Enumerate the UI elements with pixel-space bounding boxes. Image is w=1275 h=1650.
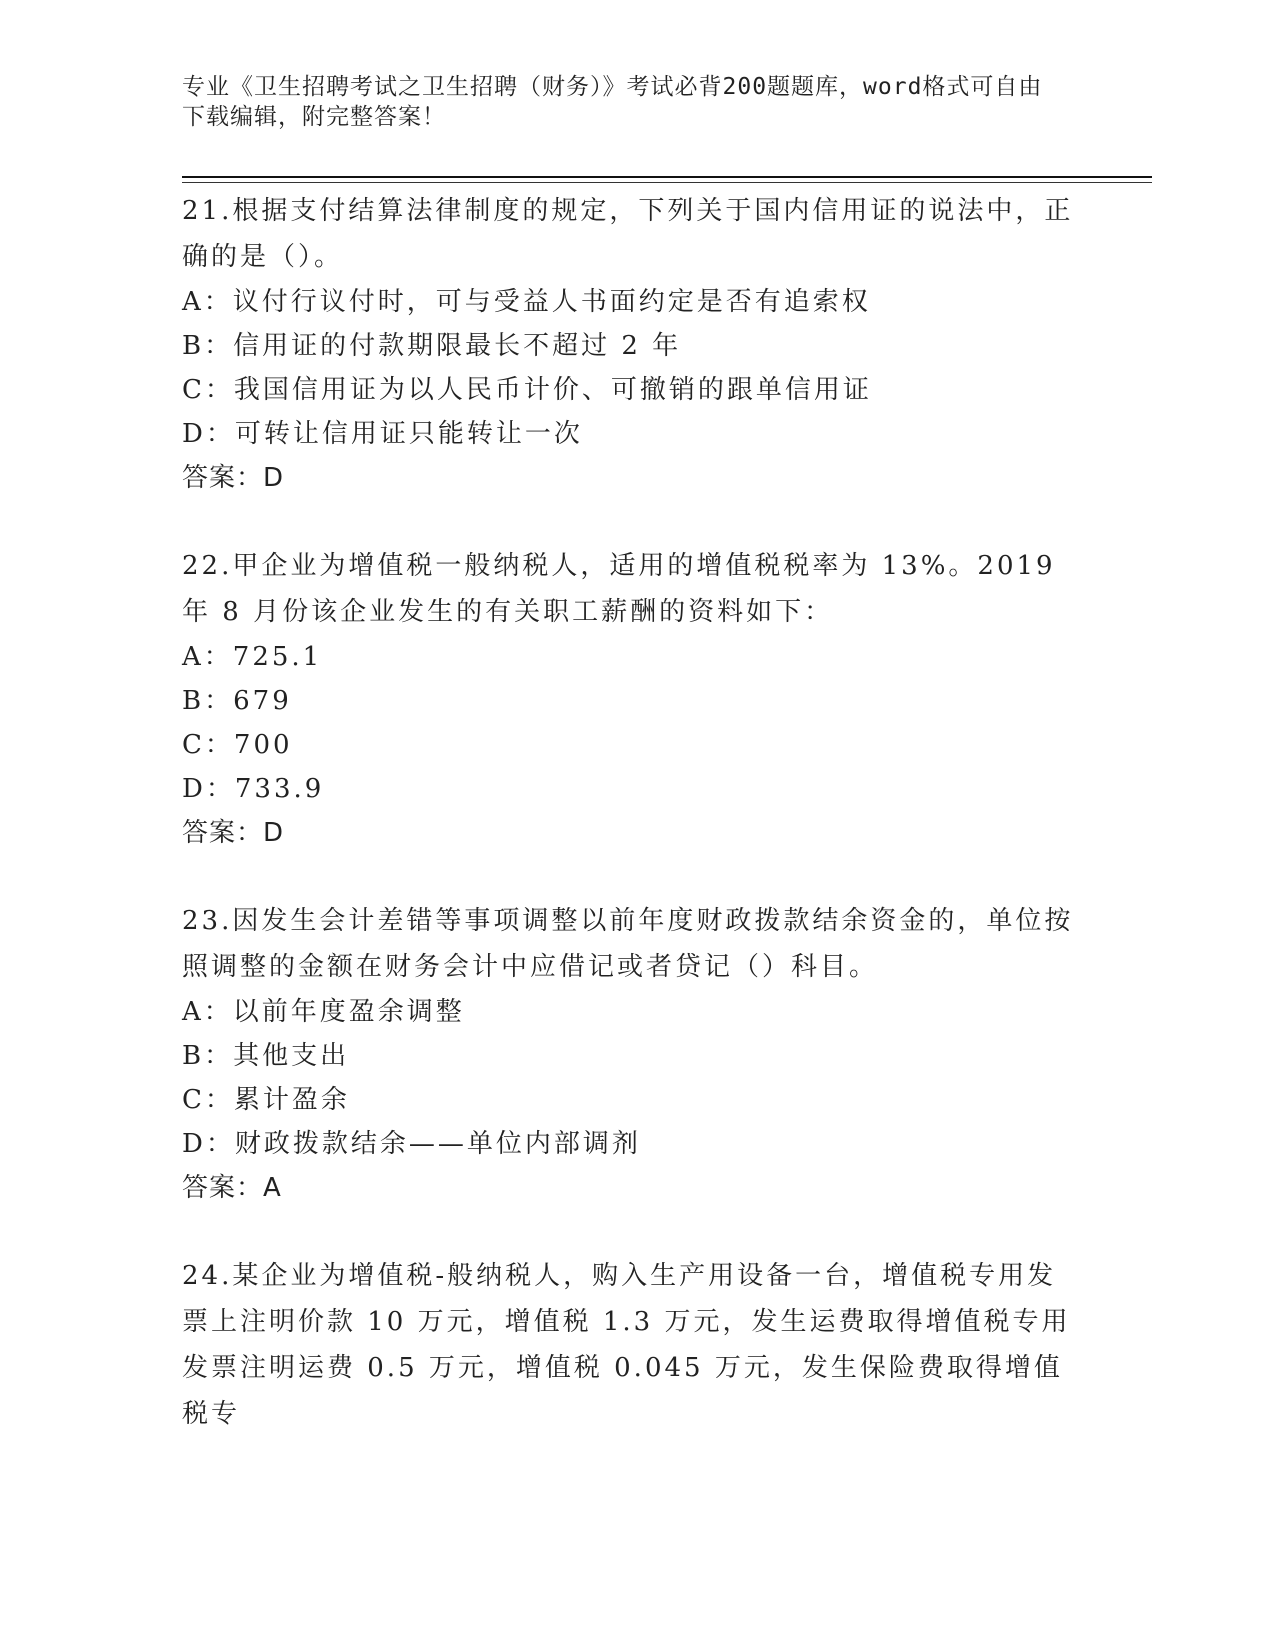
option-label: A：: [182, 997, 233, 1027]
option-text: 可转让信用证只能转让一次: [234, 419, 583, 449]
option-b: [182, 679, 1082, 723]
option-text: 财政拨款结余——单位内部调剂: [234, 1129, 641, 1159]
option-text: 其他支出: [233, 1041, 350, 1071]
option-label: D：: [182, 419, 235, 449]
option-c: [182, 368, 1082, 412]
option-label: A：: [182, 287, 233, 317]
option-label: C：: [182, 1085, 234, 1115]
option-label: D：: [182, 1129, 235, 1159]
option-label: B：: [182, 1041, 234, 1071]
answer-line: 答案：D: [182, 818, 285, 848]
option-label: C：: [182, 375, 234, 405]
answer-line: 答案：A: [182, 1173, 282, 1203]
question-list: [182, 188, 1082, 1480]
option-label: B：: [182, 686, 234, 716]
option-c: [182, 723, 1082, 767]
option-label: D：: [182, 774, 235, 804]
question-21: [182, 188, 1082, 500]
option-text: 733.9: [234, 774, 325, 804]
option-d: [182, 767, 1082, 811]
option-d: [182, 1122, 1082, 1166]
option-d: [182, 412, 1082, 456]
option-label: B：: [182, 331, 234, 361]
option-a: [182, 635, 1082, 679]
option-text: 679: [233, 686, 292, 716]
option-a: [182, 280, 1082, 324]
answer-line: 答案：D: [182, 463, 285, 493]
question-24: [182, 1253, 1082, 1437]
question-23: [182, 898, 1082, 1210]
option-b: [182, 1034, 1082, 1078]
header-divider-thin: [182, 182, 1152, 183]
question-stem: 22.甲企业为增值税一般纳税人，适用的增值税税率为 13%。2019 年 8 月份该企业发生的有关职工薪酬的资料如下：: [182, 551, 1056, 627]
option-text: 信用证的付款期限最长不超过 2 年: [233, 331, 682, 361]
option-text: 725.1: [232, 642, 323, 672]
document-header: 专业《卫生招聘考试之卫生招聘（财务）》考试必背200题题库，word格式可自由下载编辑，附完整答案！: [182, 74, 1043, 130]
header-divider-thick: [182, 176, 1152, 178]
option-text: 以前年度盈余调整: [232, 997, 465, 1027]
option-c: [182, 1078, 1082, 1122]
option-text: 累计盈余: [233, 1085, 350, 1115]
option-b: [182, 324, 1082, 368]
question-stem: 21.根据支付结算法律制度的规定，下列关于国内信用证的说法中，正确的是（）。: [182, 196, 1074, 272]
option-label: A：: [182, 642, 233, 672]
option-text: 议付行议付时，可与受益人书面约定是否有追索权: [232, 287, 871, 317]
option-a: [182, 990, 1082, 1034]
question-22: [182, 543, 1082, 855]
question-stem: 24.某企业为增值税-般纳税人，购入生产用设备一台，增值税专用发票上注明价款 10 万元，增值税 1.3 万元，发生运费取得增值税专用发票注明运费 0.5 万元，增值税 0.045 万元，发生保险费取得增值税专: [182, 1261, 1071, 1429]
question-stem: 23.因发生会计差错等事项调整以前年度财政拨款结余资金的，单位按照调整的金额在财务会计中应借记或者贷记（）科目。: [182, 906, 1074, 982]
option-text: 我国信用证为以人民币计价、可撤销的跟单信用证: [233, 375, 872, 405]
option-label: C：: [182, 730, 234, 760]
option-text: 700: [233, 730, 293, 760]
